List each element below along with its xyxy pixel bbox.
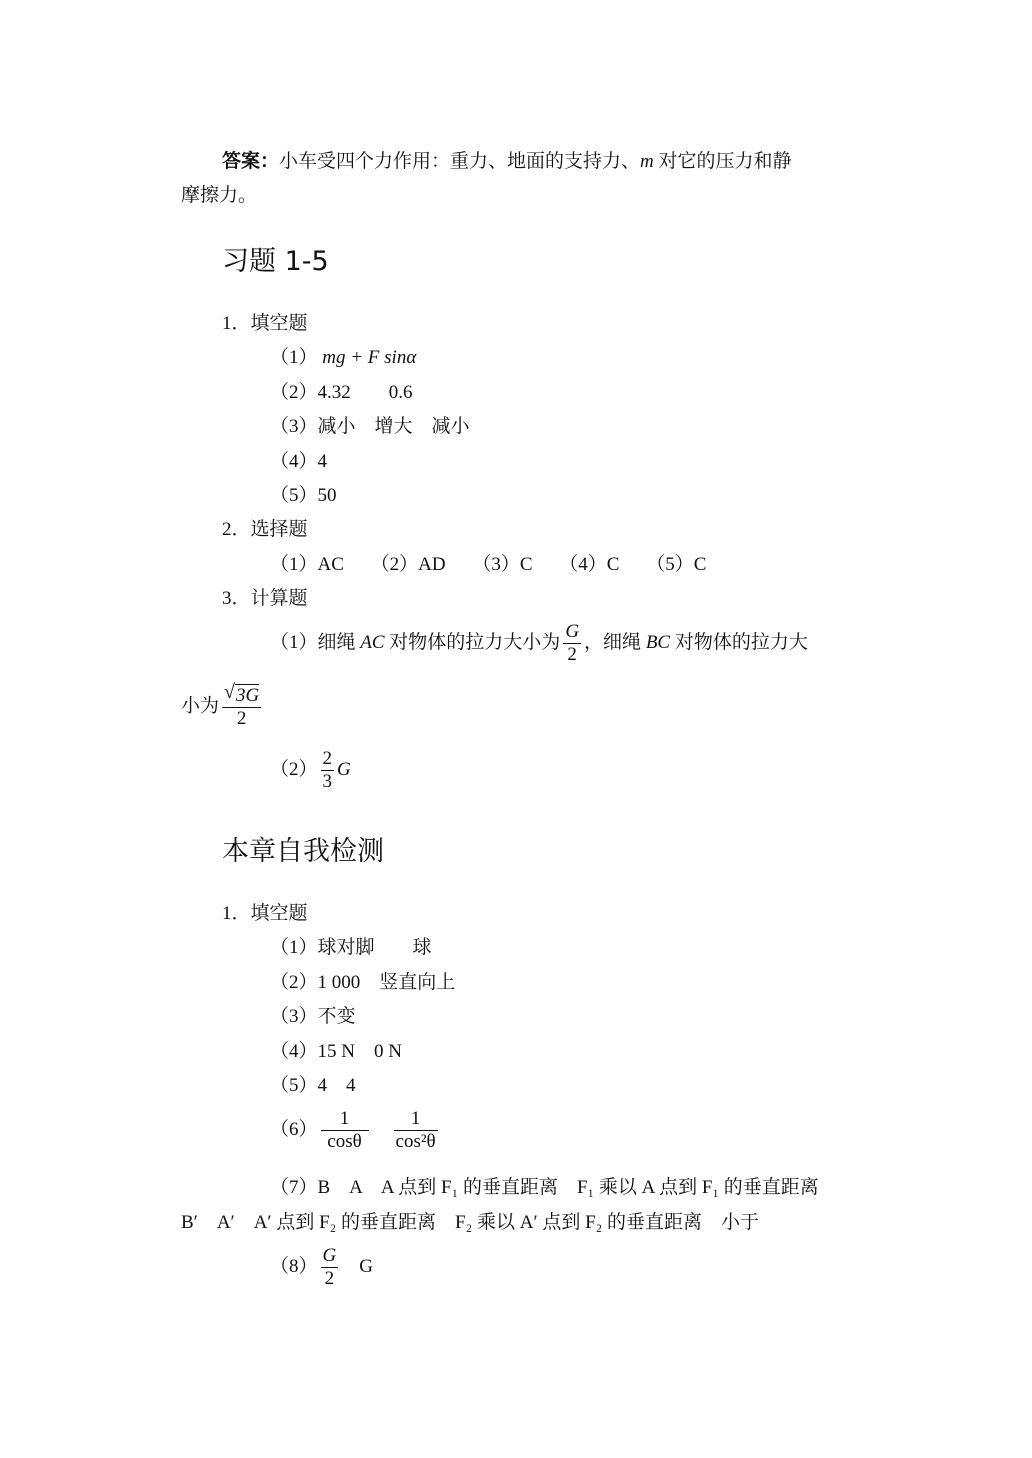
rope-bc-symbol: BC <box>645 631 671 653</box>
fraction-denominator: 2 <box>567 644 577 665</box>
fraction-sqrt3g-over-2 <box>222 681 261 730</box>
fraction-numerator: 2 <box>322 748 333 769</box>
choice-item-2: （2）AD <box>370 554 446 575</box>
answer-label: 答案： <box>222 151 280 172</box>
calc-item-2 <box>270 748 351 793</box>
selftest-item-7-line-2: B′ A′ A′ 点到 F₂ 的垂直距离 F₂ 乘以 A′ 点到 F₂ 的垂直距离 小于 <box>181 1212 760 1233</box>
selftest-item-5: （5）4 4 <box>270 1075 356 1096</box>
fraction-1-over-cos <box>321 1108 369 1153</box>
selftest-item-3: （3）不变 <box>270 1006 356 1027</box>
fill-item-3: （3）减小 增大 减小 <box>270 416 470 437</box>
fill-item-1-formula: mg + F sinα <box>322 347 417 368</box>
calc-text-e: 小为 <box>181 695 220 717</box>
selftest-item-2: （2）1 000 竖直向上 <box>270 972 456 993</box>
fill-item-1-label: （1） <box>270 347 318 368</box>
calc-item-2-label: （2） <box>270 758 318 780</box>
fill-item-5: （5）50 <box>270 485 337 506</box>
fraction-g-over-2 <box>563 621 581 666</box>
calc-text-d: 对物体的拉力大 <box>670 631 808 653</box>
fraction-denominator: 2 <box>324 1268 335 1289</box>
selftest-fill-title: 1．填空题 <box>222 903 308 924</box>
rope-ac-symbol: AC <box>360 631 385 653</box>
answer-text-1-tail: 对它的压力和静 <box>653 151 792 172</box>
calc-text-b: 对物体的拉力大小为 <box>384 631 561 653</box>
answer-text-1: 小车受四个力作用：重力、地面的支持力、 <box>279 151 641 172</box>
fraction-1-over-cos-squared <box>394 1108 438 1153</box>
fill-item-4: （4）4 <box>270 451 328 472</box>
weight-symbol: G <box>337 758 351 780</box>
sqrt-symbol: √ 3G <box>224 681 260 706</box>
fraction-denominator: cosθ <box>327 1131 362 1152</box>
calc-title: 3．计算题 <box>222 588 308 609</box>
choice-title: 2．选择题 <box>222 519 308 540</box>
selftest-item-6 <box>270 1108 441 1153</box>
fraction-g-over-2 <box>321 1245 339 1290</box>
fill-item-2: （2）4.32 0.6 <box>270 382 413 403</box>
fraction-numerator: 1 <box>394 1108 438 1131</box>
fraction-denominator: 3 <box>322 771 333 792</box>
fraction-denominator: cos²θ <box>395 1131 436 1152</box>
fraction-numerator: 3G <box>236 685 260 706</box>
answer-mass-symbol: m <box>640 151 654 172</box>
choice-item-1: （1）AC <box>270 554 344 575</box>
selftest-item-8-label: （8） <box>270 1255 318 1277</box>
choice-item-5: （5）C <box>646 554 707 575</box>
fraction-2-over-3 <box>321 748 335 793</box>
calc-text-c: ，细绳 <box>584 631 646 653</box>
selftest-item-7-line-1: （7）B A A 点到 F₁ 的垂直距离 F₁ 乘以 A 点到 F₁ 的垂直距离 <box>270 1177 819 1198</box>
fill-item-1 <box>270 345 416 371</box>
selftest-item-1: （1）球对脚 球 <box>270 937 432 958</box>
choice-item-3: （3）C <box>472 554 533 575</box>
answer-line-1 <box>222 149 792 175</box>
selftest-item-8 <box>270 1245 373 1290</box>
fraction-denominator: 2 <box>236 708 247 729</box>
selftest-item-8-tail: G <box>359 1255 373 1277</box>
answer-line-2: 摩擦力。 <box>181 185 258 206</box>
fraction-numerator: G <box>322 1245 337 1266</box>
section-title-self-test: 本章自我检测 <box>222 836 384 867</box>
selftest-item-4: （4）15 N 0 N <box>270 1041 402 1062</box>
calc-item-1-line-1 <box>270 621 808 666</box>
fraction-numerator: 1 <box>321 1108 369 1131</box>
fill-blank-title: 1．填空题 <box>222 313 308 334</box>
fraction-numerator: G <box>565 621 580 642</box>
section-title-exercise: 习题 1-5 <box>222 246 329 277</box>
choice-item-4: （4）C <box>559 554 620 575</box>
calc-text-a: （1）细绳 <box>270 631 361 653</box>
choice-answers <box>270 552 706 578</box>
calc-item-1-line-2 <box>181 681 264 730</box>
selftest-item-6-label: （6） <box>270 1118 318 1140</box>
